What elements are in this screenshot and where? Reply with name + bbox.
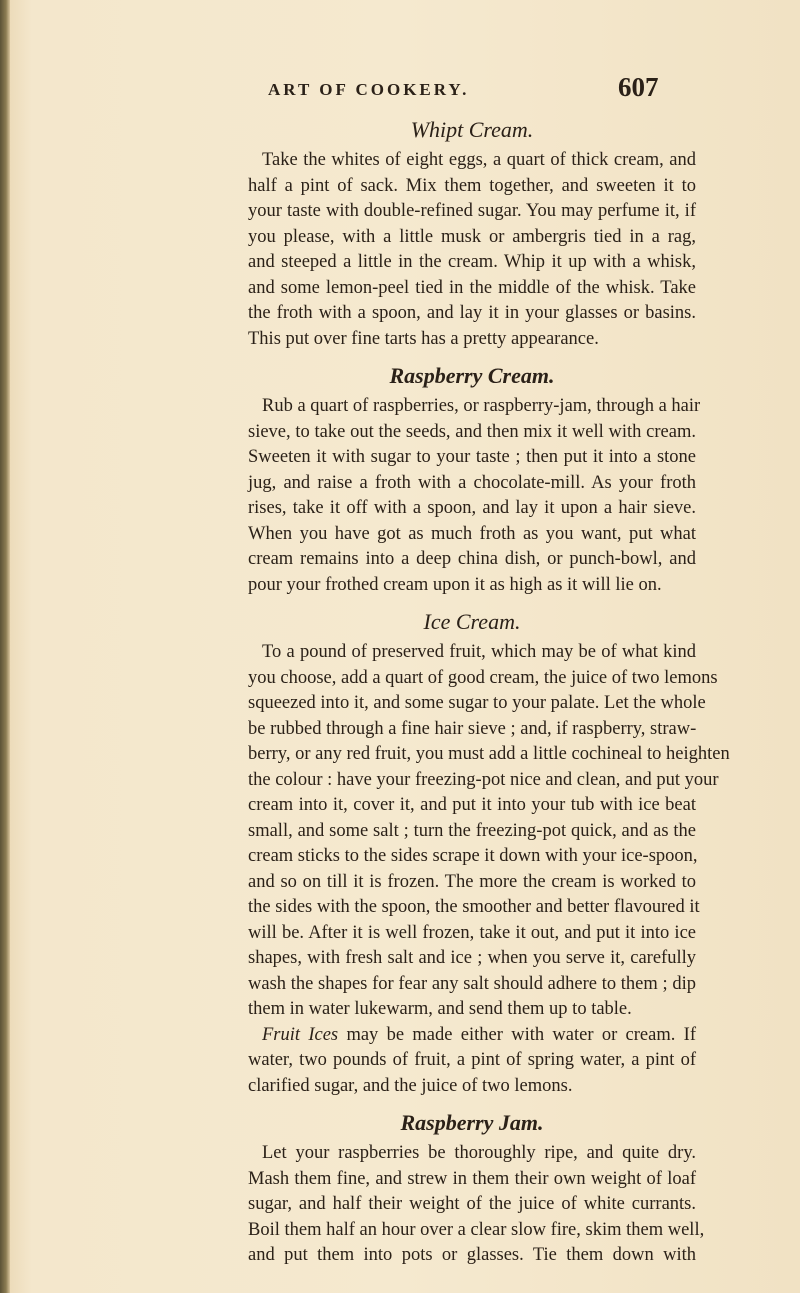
text-line: Sweeten it with sugar to your taste ; then put it into a stone	[248, 447, 696, 467]
text-line: clarified sugar, and the juice of two lemons.	[248, 1075, 573, 1096]
text-line: and some lemon-peel tied in the middle of the whisk. Take	[248, 277, 696, 298]
page-gutter	[0, 0, 10, 1293]
text-line: sugar, and half their weight of the juice of white currants.	[248, 1194, 696, 1214]
text-line: Boil them half an hour over a clear slow fire, skim them well,	[248, 1219, 705, 1240]
text-line: jug, and raise a froth with a chocolate-mill. As your froth	[248, 472, 696, 493]
text-line: them in water lukewarm, and send them up to table.	[248, 999, 632, 1019]
text-line: be rubbed through a fine hair sieve ; and, if raspberry, straw-	[248, 718, 697, 739]
text-line: shapes, with fresh salt and ice ; when you serve it, carefully	[248, 948, 696, 968]
page-content	[248, 116, 730, 1279]
text-line: Rub a quart of raspberries, or raspberry-jam, through a hair	[262, 396, 701, 416]
text-line: sieve, to take out the seeds, and then mix it well with cream.	[248, 421, 696, 442]
text-line: will be. After it is well frozen, take it out, and put it into ice	[248, 922, 696, 943]
text-line: pour your frothed cream upon it as high as it will lie on.	[248, 574, 662, 595]
text-line: water, two pounds of fruit, a pint of spring water, a pint of	[248, 1050, 696, 1070]
text-line: cream remains into a deep china dish, or punch-bowl, and	[248, 549, 696, 569]
text-line: and steeped a little in the cream. Whip it up with a whisk,	[248, 252, 696, 272]
text-line: Take the whites of eight eggs, a quart of thick cream, and	[262, 150, 696, 170]
text-line: you please, with a little musk or ambergris tied in a rag,	[248, 226, 696, 247]
text-line: To a pound of preserved fruit, which may be of what kind	[262, 642, 696, 662]
recipe-ice-cream	[248, 608, 730, 1099]
recipe-raspberry-jam	[248, 1109, 705, 1269]
text-line: the sides with the spoon, the smoother and better flavoured it	[248, 897, 700, 917]
running-head-title: ART OF COOKERY.	[268, 80, 470, 99]
text-line: you choose, add a quart of good cream, the juice of two lemons	[248, 667, 718, 688]
text-line: and put them into pots or glasses. Tie them down with	[248, 1245, 696, 1265]
text-line: the colour : have your freezing-pot nice and clean, and put your	[248, 769, 719, 790]
text-line: This put over fine tarts has a pretty appearance.	[248, 328, 599, 349]
recipe-whipt-cream	[248, 116, 696, 352]
text-line: your taste with double-refined sugar. You may perfume it, if	[248, 201, 696, 221]
text-line: When you have got as much froth as you want, put what	[248, 523, 696, 544]
text-line: small, and some salt ; turn the freezing-pot quick, and as the	[248, 820, 696, 841]
text-line: cream sticks to the sides scrape it down with your ice-spoon,	[248, 846, 698, 866]
text-line: berry, or any red fruit, you must add a little cochineal to heighten	[248, 744, 730, 764]
running-head	[0, 72, 800, 112]
text-line: wash the shapes for fear any salt should adhere to them ; dip	[248, 973, 696, 994]
text-line-fruit-ices	[248, 1023, 696, 1049]
fruit-ices-text: may be made either with water or cream. If	[338, 1024, 696, 1045]
text-line: rises, take it off with a spoon, and lay it upon a hair sieve.	[248, 498, 696, 518]
fruit-ices-term: Fruit Ices	[262, 1024, 339, 1045]
text-line: Let your raspberries be thoroughly ripe, and quite dry.	[262, 1143, 696, 1163]
recipe-title: Raspberry Jam.	[400, 1110, 544, 1135]
recipe-title: Raspberry Cream.	[389, 363, 555, 388]
text-line: the froth with a spoon, and lay it in your glasses or basins.	[248, 303, 696, 323]
text-line: squeezed into it, and some sugar to your palate. Let the whole	[248, 693, 706, 713]
page-number: 607	[618, 72, 659, 102]
text-line: cream into it, cover it, and put it into your tub with ice beat	[248, 795, 696, 815]
recipe-raspberry-cream	[248, 362, 701, 598]
text-line: half a pint of sack. Mix them together, and sweeten it to	[248, 175, 696, 196]
recipe-title: Ice Cream.	[423, 609, 521, 634]
text-line: and so on till it is frozen. The more the cream is worked to	[248, 871, 696, 892]
recipe-title: Whipt Cream.	[410, 117, 534, 142]
text-line: Mash them fine, and strew in them their own weight of loaf	[248, 1168, 696, 1189]
